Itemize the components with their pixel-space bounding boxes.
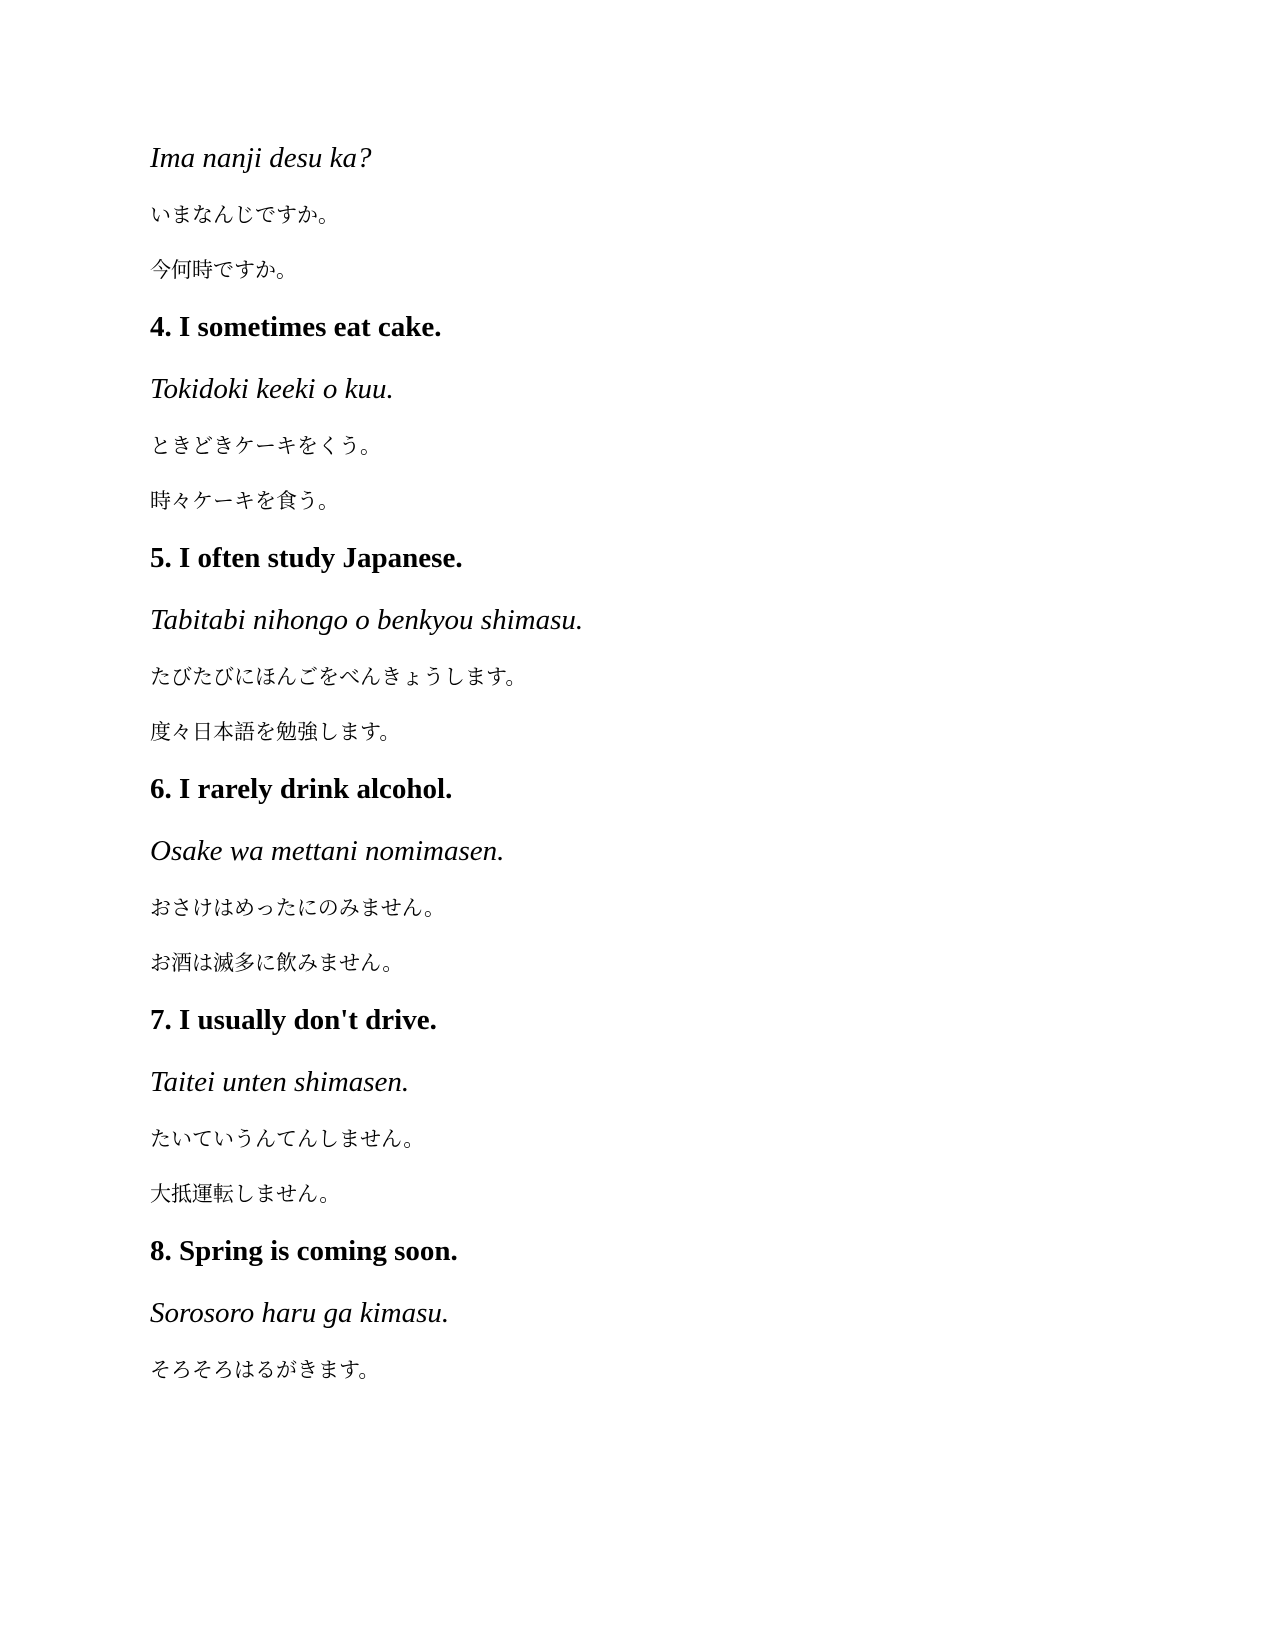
sentence-heading: 8. Spring is coming soon. [150, 1235, 458, 1267]
kanji-line: お酒は滅多に飲みません。 [150, 951, 404, 975]
romaji-line: Taitei unten shimasen. [150, 1066, 410, 1098]
kana-line: たびたびにほんごをべんきょうします。 [150, 665, 527, 689]
romaji-line: Tabitabi nihongo o benkyou shimasu. [150, 604, 584, 636]
romaji-line: Tokidoki keeki o kuu. [150, 373, 394, 405]
kanji-line: 時々ケーキを食う。 [150, 489, 339, 513]
kana-line: たいていうんてんしません。 [150, 1127, 425, 1151]
kanji-line: 今何時ですか。 [150, 258, 297, 282]
kana-line: ときどきケーキをくう。 [150, 434, 381, 458]
kana-line: おさけはめったにのみません。 [150, 896, 446, 920]
romaji-line: Ima nanji desu ka? [150, 142, 372, 174]
kanji-line: 度々日本語を勉強します。 [150, 720, 401, 744]
sentence-heading: 5. I often study Japanese. [150, 542, 463, 574]
sentence-heading: 6. I rarely drink alcohol. [150, 773, 453, 805]
kana-line: そろそろはるがきます。 [150, 1358, 380, 1382]
romaji-line: Osake wa mettani nomimasen. [150, 835, 505, 867]
kana-line: いまなんじですか。 [150, 203, 339, 227]
kanji-line: 大抵運転しません。 [150, 1182, 341, 1206]
sentence-heading: 4. I sometimes eat cake. [150, 311, 442, 343]
sentence-heading: 7. I usually don't drive. [150, 1004, 437, 1036]
romaji-line: Sorosoro haru ga kimasu. [150, 1297, 450, 1329]
